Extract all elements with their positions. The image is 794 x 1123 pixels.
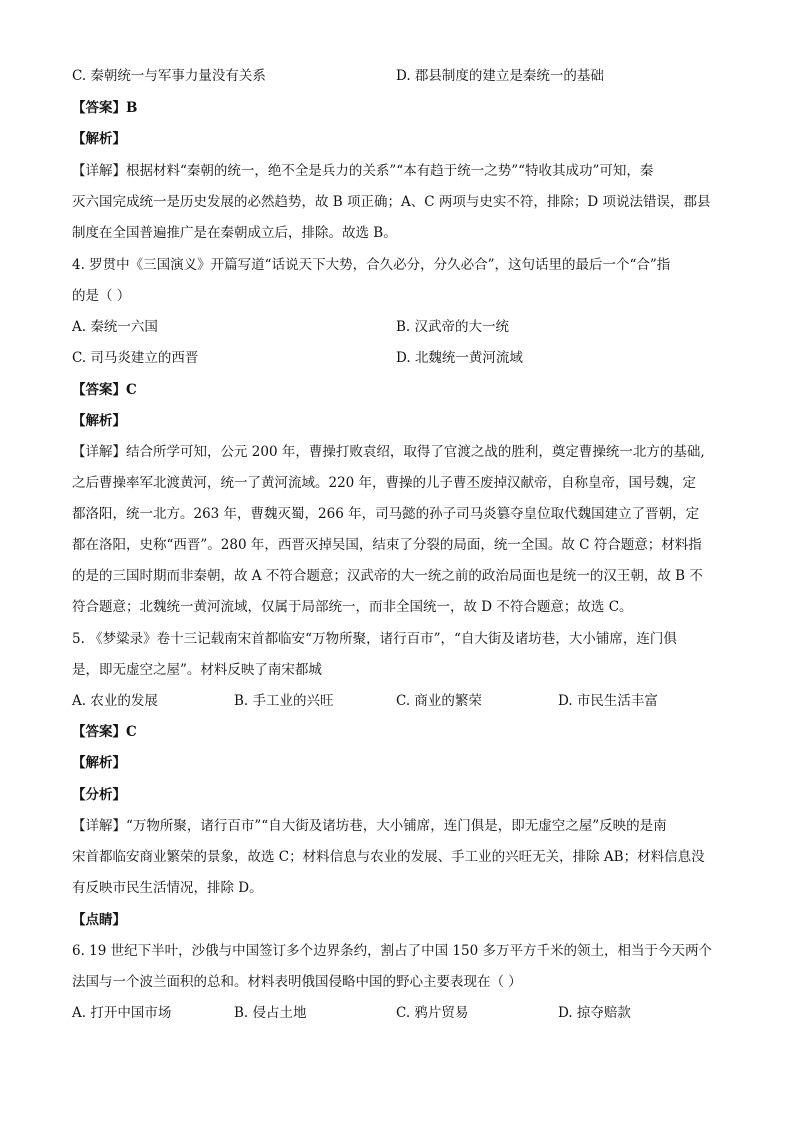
q5-analysis2-label: 【分析】 (72, 787, 126, 803)
q4-detail-line-2: 之后曹操率军北渡黄河，统一了黄河流域。220 年，曹操的儿子曹丕废掉汉献帝，自称皇帝，国号魏，定 (72, 475, 697, 491)
q5-stem-line-1: 5. 《梦粱录》卷十三记载南宋首都临安“万物所聚，诸行百市”，“自大街及诸坊巷，大小铺席，连门俱 (72, 631, 677, 647)
q6-option-c: C. 鸦片贸易 (396, 1005, 469, 1021)
q3-answer: 【答案】B (72, 100, 138, 116)
q4-stem-line-2: 的是（ ） (72, 288, 131, 304)
q6-option-d: D. 掠夺赔款 (558, 1005, 631, 1021)
q4-stem-line-1: 4. 罗贯中《三国演义》开篇写道“话说天下大势，合久必分，分久必合”，这句话里的最后一个“合”指 (72, 257, 671, 273)
q5-option-d: D. 市民生活丰富 (558, 693, 658, 709)
q5-option-c: C. 商业的繁荣 (396, 693, 482, 709)
q4-detail-line-5: 的是的三国时期而非秦朝，故 A 不符合题意；汉武帝的大一统之前的政治局面也是统一的汉王朝，故 B 不 (72, 568, 703, 584)
q4-option-b: B. 汉武帝的大一统 (396, 319, 510, 335)
q4-option-d: D. 北魏统一黄河流域 (396, 350, 523, 366)
q4-option-a: A. 秦统一六国 (72, 319, 158, 335)
q3-analysis-label: 【解析】 (72, 131, 126, 147)
q4-option-c: C. 司马炎建立的西晋 (72, 350, 199, 366)
q3-detail-line-3: 制度在全国普遍推广是在秦朝成立后，排除。故选 B。 (72, 225, 397, 241)
q4-answer: 【答案】C (72, 382, 137, 398)
q5-comment-label: 【点睛】 (72, 912, 126, 928)
q5-option-a: A. 农业的发展 (72, 693, 158, 709)
q5-option-b: B. 手工业的兴旺 (234, 693, 334, 709)
q5-analysis-label: 【解析】 (72, 755, 126, 771)
q4-analysis-label: 【解析】 (72, 413, 126, 429)
q4-detail-line-3: 都洛阳，统一北方。263 年，曹魏灭蜀，266 年，司马懿的孙子司马炎篡夺皇位取代魏国建立了晋朝，定 (72, 506, 700, 522)
q5-detail-line-3: 有反映市民生活情况，排除 D。 (72, 880, 263, 896)
q6-option-b: B. 侵占土地 (234, 1005, 307, 1021)
q3-detail-line-1: 【详解】根据材料“秦朝的统一，绝不全是兵力的关系”“本有趋于统一之势”“特收其成功”可知，秦 (72, 163, 654, 179)
q6-stem-line-1: 6. 19 世纪下半叶，沙俄与中国签订多个边界条约，割占了中国 150 多万平方千米的领土，相当于今天两个 (72, 943, 712, 959)
q3-detail-line-2: 灭六国完成统一是历史发展的必然趋势，故 B 项正确；A、C 两项与史实不符，排除；D 项说法错误，郡县 (72, 194, 711, 210)
q5-answer: 【答案】C (72, 724, 137, 740)
prev-option-d: D. 郡县制度的建立是秦统一的基础 (396, 68, 604, 84)
q4-detail-line-6: 符合题意；北魏统一黄河流域，仅属于局部统一，而非全国统一，故 D 不符合题意；故选 C。 (72, 599, 633, 615)
q6-option-a: A. 打开中国市场 (72, 1005, 172, 1021)
q4-detail-line-1: 【详解】结合所学可知，公元 200 年，曹操打败袁绍，取得了官渡之战的胜利，奠定曹操统一北方的基础, (72, 444, 705, 460)
q5-detail-line-2: 宋首都临安商业繁荣的景象，故选 C；材料信息与农业的发展、手工业的兴旺无关，排除 AB；材料信息没 (72, 849, 705, 865)
prev-option-c: C. 秦朝统一与军事力量没有关系 (72, 68, 266, 84)
q6-stem-line-2: 法国与一个波兰面积的总和。材料表明俄国侵略中国的野心主要表现在（ ） (72, 974, 522, 990)
q5-stem-line-2: 是，即无虚空之屋”。材料反映了南宋都城 (72, 662, 322, 678)
q4-detail-line-4: 都在洛阳，史称“西晋”。280 年，西晋灭掉吴国，结束了分裂的局面，统一全国。故 C 符合题意；材料指 (72, 537, 702, 553)
q5-detail-line-1: 【详解】“万物所聚，诸行百市”“自大街及诸坊巷，大小铺席，连门俱是，即无虚空之屋”反映的是南 (72, 818, 667, 834)
